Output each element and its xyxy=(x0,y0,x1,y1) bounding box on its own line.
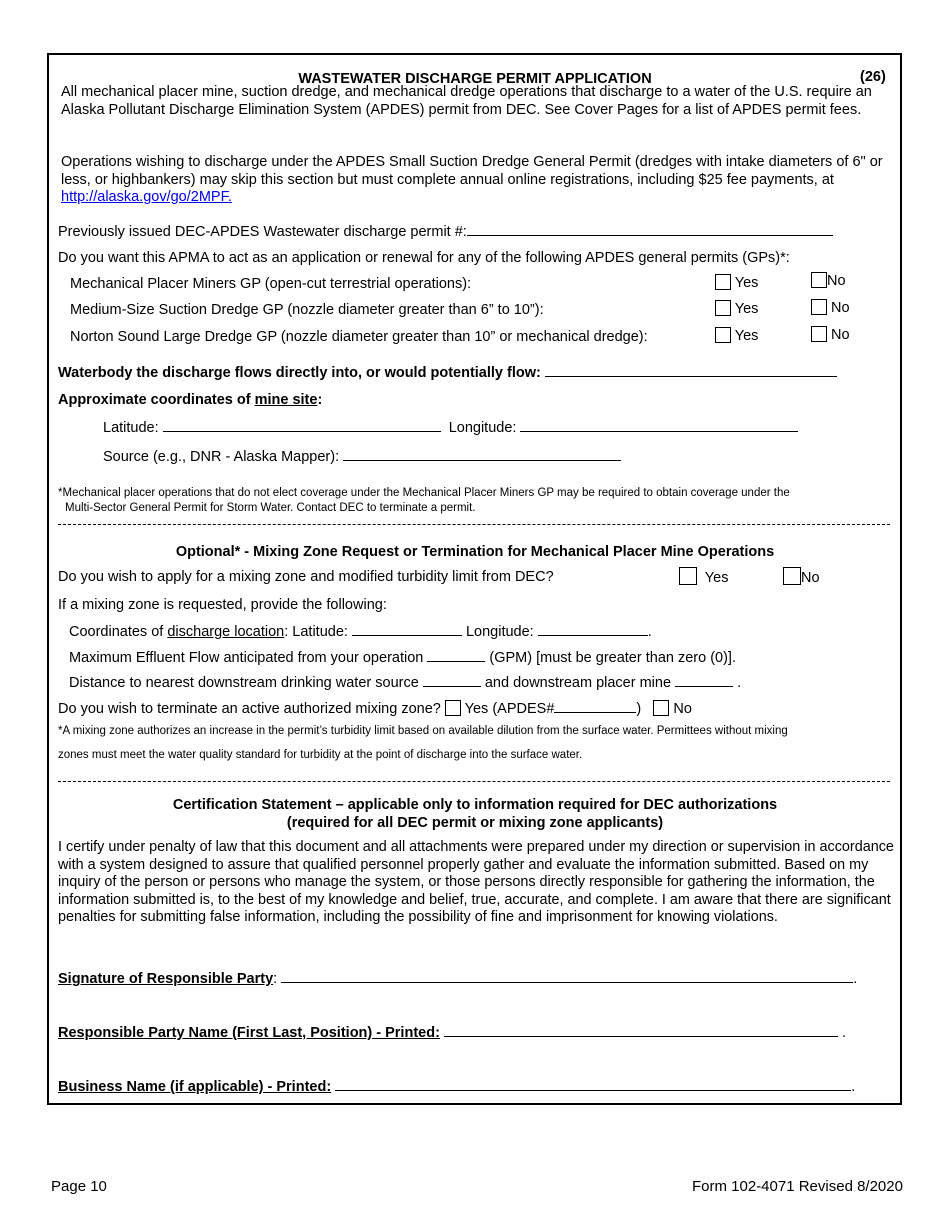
checkbox[interactable] xyxy=(811,326,827,342)
flow-suffix: (GPM) [must be greater than zero (0)]. xyxy=(489,650,736,666)
longitude-label: Longitude: xyxy=(448,420,517,436)
mixing-zone-title: Optional* - Mixing Zone Request or Termination for Mechanical Placer Mine Operations xyxy=(175,544,775,560)
gp-medium-yes[interactable] xyxy=(715,300,758,317)
max-flow-row xyxy=(69,648,736,666)
terminate-row xyxy=(58,699,692,717)
form-number: Form 102-4071 Revised 8/2020 xyxy=(692,1178,903,1195)
waterbody-field[interactable] xyxy=(545,363,837,377)
distance-row xyxy=(69,673,741,691)
section-divider xyxy=(58,524,890,525)
placer-mine-distance-field[interactable] xyxy=(675,673,733,687)
period: . xyxy=(853,971,858,987)
party-name-field[interactable] xyxy=(444,1023,838,1037)
gp-medium-no[interactable] xyxy=(811,299,850,316)
intro-paragraph: All mechanical placer mine, suction dredge, and mechanical dredge operations that discharge to a water of the U.S. require an Alaska Pollutant Discharge Elimination System (APDES) permit from DEC. See Cover Pages for a list of APDES permit fees. xyxy=(61,84,872,118)
gp-norton-yes[interactable] xyxy=(715,327,758,344)
no-label: No xyxy=(831,300,850,316)
gp-norton-no[interactable] xyxy=(811,326,850,343)
signature-field[interactable] xyxy=(281,969,853,983)
period: . xyxy=(851,1079,856,1095)
page-number: Page 10 xyxy=(51,1178,107,1195)
no-label: No xyxy=(801,570,820,586)
apdes-number-field[interactable] xyxy=(554,699,636,713)
terminate-yes-checkbox[interactable] xyxy=(445,700,461,716)
terminate-yes-label: Yes (APDES# xyxy=(464,701,555,717)
footnote-star: * xyxy=(58,725,63,737)
checkbox[interactable] xyxy=(679,567,697,585)
discharge-longitude-field[interactable] xyxy=(538,622,648,636)
section-number: (26) xyxy=(860,69,886,85)
coords-latitude-label: : Latitude: xyxy=(284,624,348,640)
coords-heading xyxy=(58,392,322,408)
certification-title-line2: (required for all DEC permit or mixing zone applicants) xyxy=(286,815,664,831)
gp-option-label: Medium-Size Suction Dredge GP (nozzle diameter greater than 6” to 10”): xyxy=(70,302,544,318)
signature-row xyxy=(58,969,857,987)
footnote-star: * xyxy=(58,487,63,499)
certification-statement: I certify under penalty of law that this document and all attachments were prepared under my direction or supervision in accordance with a system designed to assure that qualified personnel properly gather and evaluate the information submitted. Based on my inquiry of the person or persons who manage the system, or those persons directly responsible for gathering the information, the information submitted is, to the best of my knowledge and belief, true, accurate, and complete. I am aware that there are significant penalties for submitting false information, including the possibility of fine and imprisonment for knowing violations. xyxy=(58,839,894,925)
close-paren: ) xyxy=(636,701,642,717)
gp-option-label: Mechanical Placer Miners GP (open-cut terrestrial operations): xyxy=(70,276,472,292)
no-label: No xyxy=(831,327,850,343)
previous-permit-row xyxy=(58,222,833,240)
source-label: Source (e.g., DNR - Alaska Mapper): xyxy=(103,449,340,465)
checkbox[interactable] xyxy=(715,274,731,290)
checkbox[interactable] xyxy=(715,327,731,343)
signature-label: Signature of Responsible Party xyxy=(58,971,274,987)
gp-question: Do you want this APMA to act as an application or renewal for any of the following APDES general permits (GPs)*: xyxy=(58,250,790,266)
checkbox[interactable] xyxy=(715,300,731,316)
checkbox[interactable] xyxy=(783,567,801,585)
mixing-footnote-line1 xyxy=(58,725,788,737)
distance-mid-label: and downstream placer mine xyxy=(484,675,672,691)
mixing-apply-yes[interactable] xyxy=(679,567,728,586)
yes-label: Yes xyxy=(734,301,759,317)
discharge-coords-row xyxy=(69,622,652,640)
party-name-row xyxy=(58,1023,846,1041)
gp-mechanical-no[interactable] xyxy=(811,272,846,289)
coords-heading-underlined: mine site xyxy=(254,392,318,408)
distance-label: Distance to nearest downstream drinking water source xyxy=(69,675,419,691)
mixing-footnote-line2: zones must meet the water quality standard for turbidity at the point of discharge into the surface water. xyxy=(58,749,583,761)
yes-label: Yes xyxy=(734,275,759,291)
terminate-no-checkbox[interactable] xyxy=(653,700,669,716)
party-name-label: Responsible Party Name (First Last, Position) - Printed: xyxy=(58,1025,440,1041)
suction-dredge-text: Operations wishing to discharge under the APDES Small Suction Dredge General Permit (dredges with intake diameters of 6" or less, or highbankers) may skip this section but must complete annual online registrations, including $25 fee payments, at xyxy=(61,154,883,188)
period: . xyxy=(737,675,742,691)
mine-latitude-field[interactable] xyxy=(163,418,441,432)
discharge-latitude-field[interactable] xyxy=(352,622,462,636)
drinking-water-distance-field[interactable] xyxy=(423,673,481,687)
source-row xyxy=(103,447,621,465)
footnote-text: A mixing zone authorizes an increase in the permit’s turbidity limit based on available dilution from the surface water. Permittees without mixing xyxy=(62,725,788,737)
business-name-row xyxy=(58,1077,855,1095)
waterbody-row xyxy=(58,363,837,381)
section-title: WASTEWATER DISCHARGE PERMIT APPLICATION xyxy=(298,71,652,87)
coords-longitude-label: Longitude: xyxy=(465,624,534,640)
max-flow-field[interactable] xyxy=(427,648,485,662)
coords-prefix: Coordinates of xyxy=(69,624,168,640)
gp-mechanical-yes[interactable] xyxy=(715,274,758,291)
gp-option-label: Norton Sound Large Dredge GP (nozzle diameter greater than 10” or mechanical dredge): xyxy=(70,329,648,345)
no-label: No xyxy=(827,273,846,289)
mixing-apply-no[interactable] xyxy=(783,567,820,586)
coords-heading-text: Approximate coordinates of xyxy=(58,392,255,408)
section-divider xyxy=(58,781,890,782)
terminate-question: Do you wish to terminate an active authorized mixing zone? xyxy=(58,701,441,717)
registration-link[interactable]: http://alaska.gov/go/2MPF. xyxy=(61,189,232,205)
checkbox[interactable] xyxy=(811,272,827,288)
period: . xyxy=(841,1025,846,1041)
certification-title-line1: Certification Statement – applicable only to information required for DEC authorizations xyxy=(172,797,778,813)
previous-permit-field[interactable] xyxy=(467,222,833,236)
flow-label: Maximum Effluent Flow anticipated from your operation xyxy=(69,650,424,666)
mixing-if-requested: If a mixing zone is requested, provide the following: xyxy=(58,597,387,613)
coords-heading-colon: : xyxy=(317,392,323,408)
coords-underlined: discharge location xyxy=(167,624,285,640)
waterbody-label: Waterbody the discharge flows directly into, or would potentially flow: xyxy=(58,365,541,381)
source-field[interactable] xyxy=(343,447,621,461)
mine-longitude-field[interactable] xyxy=(520,418,798,432)
checkbox[interactable] xyxy=(811,299,827,315)
latitude-label: Latitude: xyxy=(103,420,159,436)
business-name-field[interactable] xyxy=(335,1077,851,1091)
gp-footnote-line2: Multi-Sector General Permit for Storm Water. Contact DEC to terminate a permit. xyxy=(65,502,476,514)
footnote-text: Mechanical placer operations that do not elect coverage under the Mechanical Placer Miners GP may be required to obtain coverage under the xyxy=(62,487,790,499)
colon: : xyxy=(273,971,278,987)
previous-permit-label: Previously issued DEC-APDES Wastewater discharge permit #: xyxy=(58,224,467,240)
mine-coords-row xyxy=(103,418,798,436)
mixing-apply-question: Do you wish to apply for a mixing zone and modified turbidity limit from DEC? xyxy=(58,569,554,585)
suction-dredge-paragraph xyxy=(61,154,901,207)
yes-label: Yes xyxy=(704,570,729,586)
business-name-label: Business Name (if applicable) - Printed: xyxy=(58,1079,332,1095)
terminate-no-label: No xyxy=(673,701,692,717)
period: . xyxy=(647,624,652,640)
yes-label: Yes xyxy=(734,328,759,344)
gp-footnote-line1 xyxy=(58,487,790,499)
